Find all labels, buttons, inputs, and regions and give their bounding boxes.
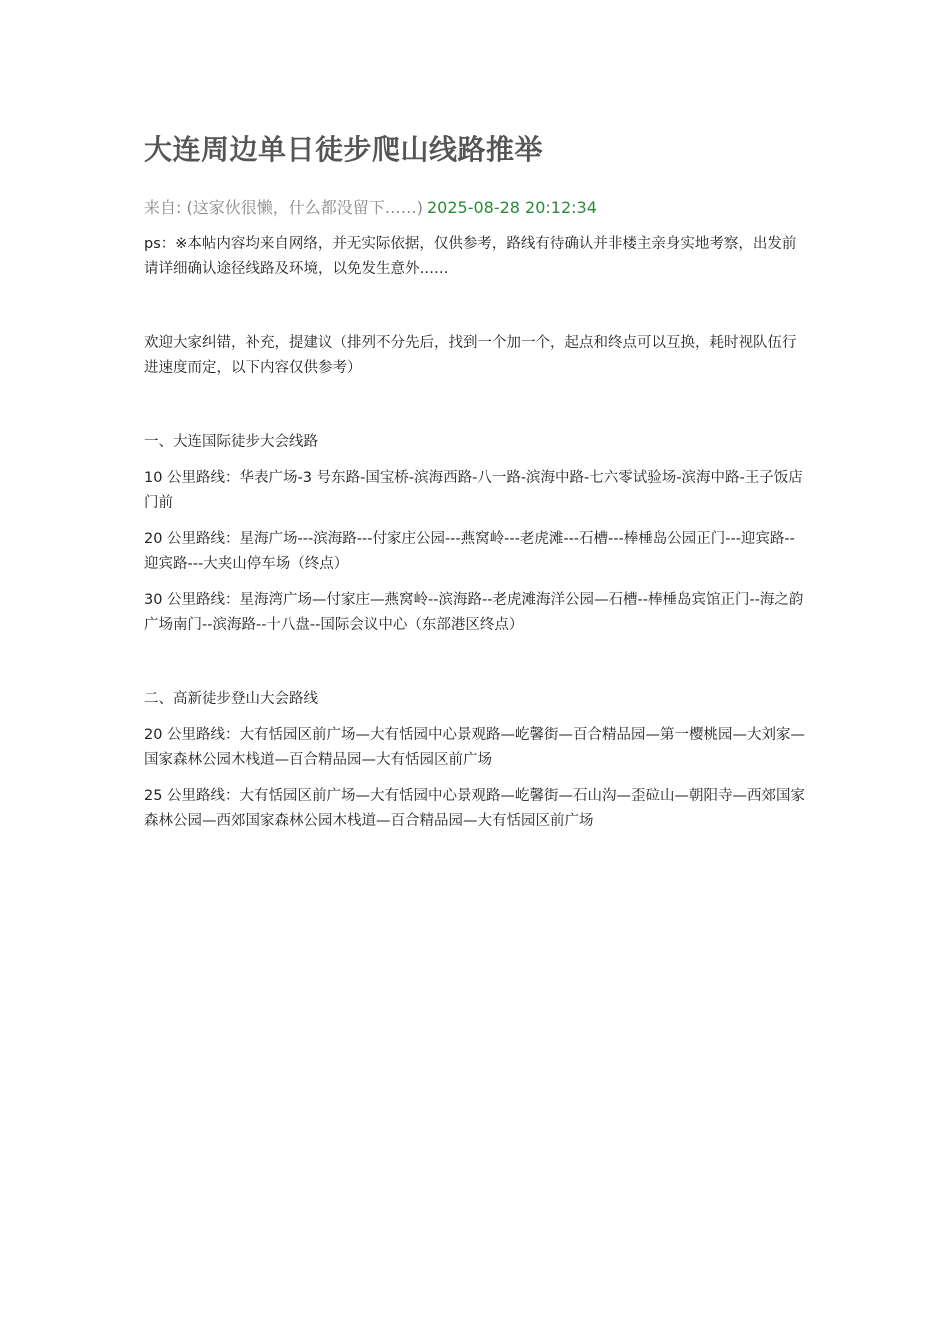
route-item: 25 公里路线：大有恬园区前广场—大有恬园中心景观路—屹馨街—石山沟—歪砬山—朝阳寺—西郊国家森林公园—西郊国家森林公园木栈道—百合精品园—大有恬园区前广场: [144, 788, 806, 829]
welcome-paragraph: 欢迎大家纠错，补充，提建议（排列不分先后，找到一个加一个，起点和终点可以互换，耗时视队伍行进速度而定，以下内容仅供参考）: [144, 335, 797, 376]
route-item: 10 公里路线：华表广场-3 号东路-国宝桥-滨海西路-八一路-滨海中路-七六零试验场-滨海中路-王子饭店门前: [144, 470, 803, 511]
post-datetime: 2025-08-28 20:12:34: [426, 198, 597, 217]
page-title: 大连周边单日徒步爬山线路推举: [144, 133, 544, 166]
route-item: 20 公里路线：星海广场---滨海路---付家庄公园---燕窝岭---老虎滩---石槽---棒棰岛公园正门---迎宾路--迎宾路---大夹山停车场（终点）: [144, 531, 795, 572]
route-item: 30 公里路线：星海湾广场—付家庄—燕窝岭--滨海路--老虎滩海洋公园—石槽--棒棰岛宾馆正门--海之韵广场南门--滨海路--十八盘--国际会议中心（东部港区终点）: [144, 592, 804, 633]
post-meta: [144, 196, 808, 220]
post-source: 来自: (这家伙很懒，什么都没留下……): [144, 198, 423, 217]
section-heading: 二、高新徒步登山大会路线: [144, 691, 318, 707]
route-item: 20 公里路线：大有恬园区前广场—大有恬园中心景观路—屹馨街—百合精品园—第一樱桃园—大刘家—国家森林公园木栈道—百合精品园—大有恬园区前广场: [144, 727, 806, 768]
article: [144, 128, 808, 834]
section-heading: 一、大连国际徒步大会线路: [144, 434, 318, 450]
disclaimer-paragraph: ps：※本帖内容均来自网络，并无实际依据，仅供参考，路线有待确认并非楼主亲身实地考察，出发前请详细确认途径线路及环境，以免发生意外……: [144, 236, 797, 277]
